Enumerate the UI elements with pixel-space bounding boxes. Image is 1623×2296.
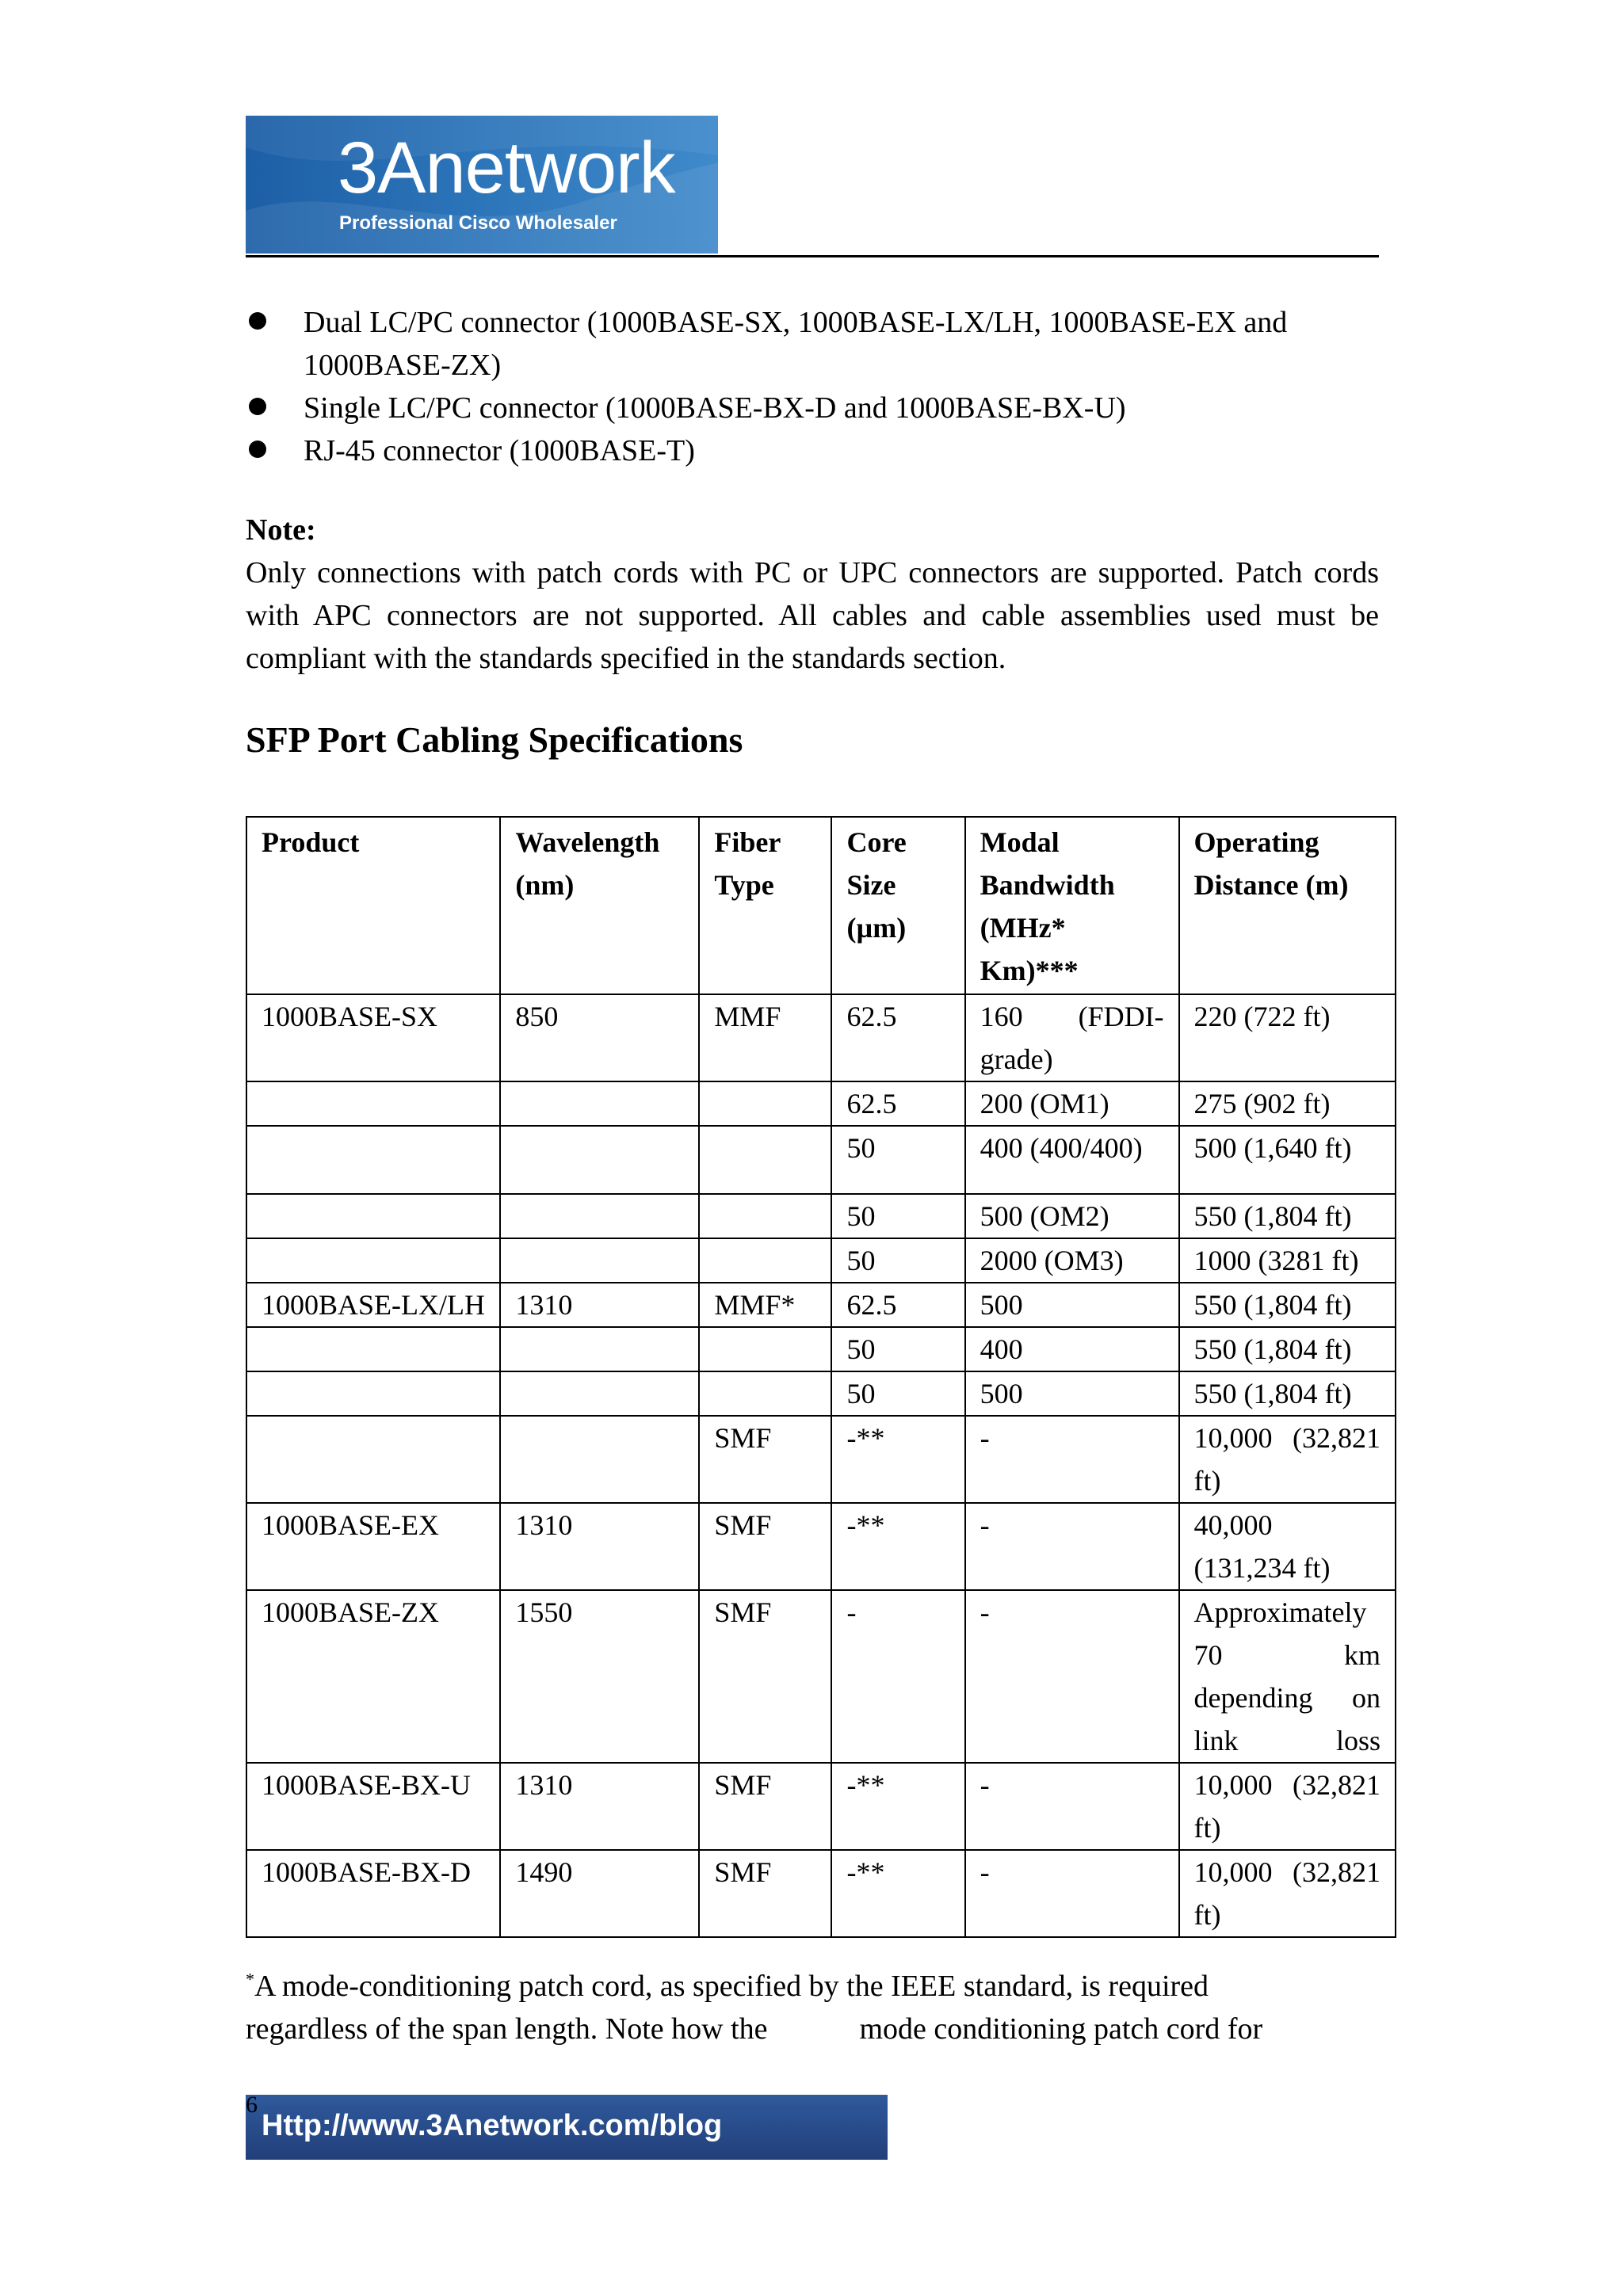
table-cell: 40,000 (131,234 ft) <box>1179 1503 1396 1590</box>
note-heading: Note: <box>246 513 316 547</box>
table-cell: SMF <box>699 1763 831 1850</box>
footnote <box>246 1965 1379 2050</box>
company-logo <box>246 116 718 254</box>
table-cell: - <box>831 1590 964 1763</box>
table-cell: 550 (1,804 ft) <box>1179 1194 1396 1238</box>
table-cell <box>500 1081 699 1126</box>
table-cell <box>500 1327 699 1371</box>
table-cell <box>246 1126 500 1194</box>
table-row <box>246 994 1396 1081</box>
cabling-spec-table <box>246 816 1396 1938</box>
table-row <box>246 1327 1396 1371</box>
list-item <box>246 429 1379 472</box>
header-operating-distance: Operating Distance (m) <box>1179 817 1396 994</box>
table-cell: 50 <box>831 1194 964 1238</box>
logo-title: 3Anetwork <box>338 128 675 208</box>
table-cell: 50 <box>831 1238 964 1283</box>
table-cell: 550 (1,804 ft) <box>1179 1371 1396 1416</box>
header-wavelength: Wavelength (nm) <box>500 817 699 994</box>
table-cell: 400 (400/400) <box>965 1126 1179 1194</box>
footnote-marker: * <box>246 1969 254 1989</box>
table-cell: 160 (FDDI-grade) <box>965 994 1179 1081</box>
table-cell: SMF <box>699 1590 831 1763</box>
table-cell: 400 <box>965 1327 1179 1371</box>
table-cell: 62.5 <box>831 1081 964 1126</box>
footnote-text: mode conditioning patch cord for <box>859 2012 1263 2046</box>
table-row <box>246 1850 1396 1937</box>
table-row <box>246 1416 1396 1503</box>
bullet-icon <box>249 441 266 458</box>
table-cell: - <box>965 1416 1179 1503</box>
document-body <box>246 301 1379 764</box>
table-cell: 850 <box>500 994 699 1081</box>
table-row <box>246 1590 1396 1763</box>
table-cell: 1000BASE-BX-U <box>246 1763 500 1850</box>
table-cell: 1000BASE-EX <box>246 1503 500 1590</box>
table-cell: - <box>965 1850 1179 1937</box>
table-cell: - <box>965 1763 1179 1850</box>
table-cell <box>699 1126 831 1194</box>
table-row <box>246 1238 1396 1283</box>
table-cell: - <box>965 1503 1179 1590</box>
table-cell: 550 (1,804 ft) <box>1179 1283 1396 1327</box>
section-title: SFP Port Cabling Specifications <box>246 719 743 760</box>
header-divider <box>246 255 1379 257</box>
list-item-text: Dual LC/PC connector (1000BASE-SX, 1000BASE-LX/LH, 1000BASE-EX and 1000BASE-ZX) <box>304 306 1288 382</box>
table-cell: 500 <box>965 1283 1179 1327</box>
list-item-text: Single LC/PC connector (1000BASE-BX-D and 1000BASE-BX-U) <box>304 391 1126 425</box>
list-item-text: RJ-45 connector (1000BASE-T) <box>304 434 695 467</box>
table-cell: -** <box>831 1503 964 1590</box>
table-cell: 550 (1,804 ft) <box>1179 1327 1396 1371</box>
table-cell: 500 (1,640 ft) <box>1179 1126 1396 1194</box>
table-cell: 1310 <box>500 1503 699 1590</box>
table-cell: - <box>965 1590 1179 1763</box>
footer-banner <box>246 2092 888 2160</box>
list-item <box>246 387 1379 429</box>
table-cell: 10,000 (32,821 ft) <box>1179 1850 1396 1937</box>
table-cell <box>500 1371 699 1416</box>
table-cell <box>500 1238 699 1283</box>
table-cell: 50 <box>831 1371 964 1416</box>
table-cell: 220 (722 ft) <box>1179 994 1396 1081</box>
bullet-icon <box>249 398 266 415</box>
table-cell: 50 <box>831 1327 964 1371</box>
footnote-line <box>246 2008 1379 2050</box>
table-cell: -** <box>831 1763 964 1850</box>
table-cell: 1000BASE-BX-D <box>246 1850 500 1937</box>
table-cell: -** <box>831 1416 964 1503</box>
table-cell: Approximately 70 km depending on link loss <box>1179 1590 1396 1763</box>
header-core-size: Core Size (µm) <box>831 817 964 994</box>
table-cell: MMF <box>699 994 831 1081</box>
table-cell <box>500 1416 699 1503</box>
table-cell: 500 (OM2) <box>965 1194 1179 1238</box>
table-row <box>246 1194 1396 1238</box>
note-paragraph: Only connections with patch cords with PC or UPC connectors are supported. Patch cords with APC connectors are not supported. All cables and cable assemblies used must be compliant with the standards specified in the standards section. <box>246 556 1379 675</box>
table-cell: 62.5 <box>831 994 964 1081</box>
footer-url-link[interactable]: Http://www.3Anetwork.com/blog <box>262 2109 723 2142</box>
table-cell <box>246 1081 500 1126</box>
table-cell <box>246 1416 500 1503</box>
header-modal-bandwidth: Modal Bandwidth (MHz* Km)*** <box>965 817 1179 994</box>
table-cell: 10,000 (32,821 ft) <box>1179 1416 1396 1503</box>
table-cell: -** <box>831 1850 964 1937</box>
table-cell: 10,000 (32,821 ft) <box>1179 1763 1396 1850</box>
table-cell: 1000 (3281 ft) <box>1179 1238 1396 1283</box>
table-cell <box>500 1194 699 1238</box>
table-cell: 1000BASE-ZX <box>246 1590 500 1763</box>
table-row <box>246 1371 1396 1416</box>
table-cell: SMF <box>699 1416 831 1503</box>
table-row <box>246 1763 1396 1850</box>
table-cell: MMF* <box>699 1283 831 1327</box>
table-cell: 1310 <box>500 1763 699 1850</box>
header-fiber-type: Fiber Type <box>699 817 831 994</box>
table-cell: 500 <box>965 1371 1179 1416</box>
table-cell: 62.5 <box>831 1283 964 1327</box>
table-cell <box>699 1371 831 1416</box>
table-cell <box>500 1126 699 1194</box>
table-cell <box>246 1238 500 1283</box>
list-item <box>246 301 1379 387</box>
table-cell <box>246 1327 500 1371</box>
table-row <box>246 1283 1396 1327</box>
table-cell: 1000BASE-SX <box>246 994 500 1081</box>
table-cell: SMF <box>699 1503 831 1590</box>
table-cell: SMF <box>699 1850 831 1937</box>
table-cell <box>699 1081 831 1126</box>
table-cell: 2000 (OM3) <box>965 1238 1179 1283</box>
bullet-icon <box>249 312 266 330</box>
table-cell: 1490 <box>500 1850 699 1937</box>
table-cell <box>699 1238 831 1283</box>
header-product: Product <box>246 817 500 994</box>
table-cell: 50 <box>831 1126 964 1194</box>
table-cell: 1000BASE-LX/LH <box>246 1283 500 1327</box>
table-cell <box>246 1371 500 1416</box>
table-row <box>246 1126 1396 1194</box>
logo-subtitle: Professional Cisco Wholesaler <box>339 212 617 234</box>
footnote-text: A mode-conditioning patch cord, as specified by the IEEE standard, is required <box>254 1970 1209 2003</box>
table-header-row <box>246 817 1396 994</box>
table-cell: 275 (902 ft) <box>1179 1081 1396 1126</box>
page-number: 6 <box>246 2092 258 2118</box>
footnote-line <box>246 1965 1379 2008</box>
table-cell <box>699 1327 831 1371</box>
connector-list <box>246 301 1379 472</box>
table-cell: 200 (OM1) <box>965 1081 1179 1126</box>
footnote-text: regardless of the span length. Note how the <box>246 2012 768 2046</box>
table-cell: 1310 <box>500 1283 699 1327</box>
table-row <box>246 1081 1396 1126</box>
table-cell <box>246 1194 500 1238</box>
table-row <box>246 1503 1396 1590</box>
table-cell: 1550 <box>500 1590 699 1763</box>
table-cell <box>699 1194 831 1238</box>
